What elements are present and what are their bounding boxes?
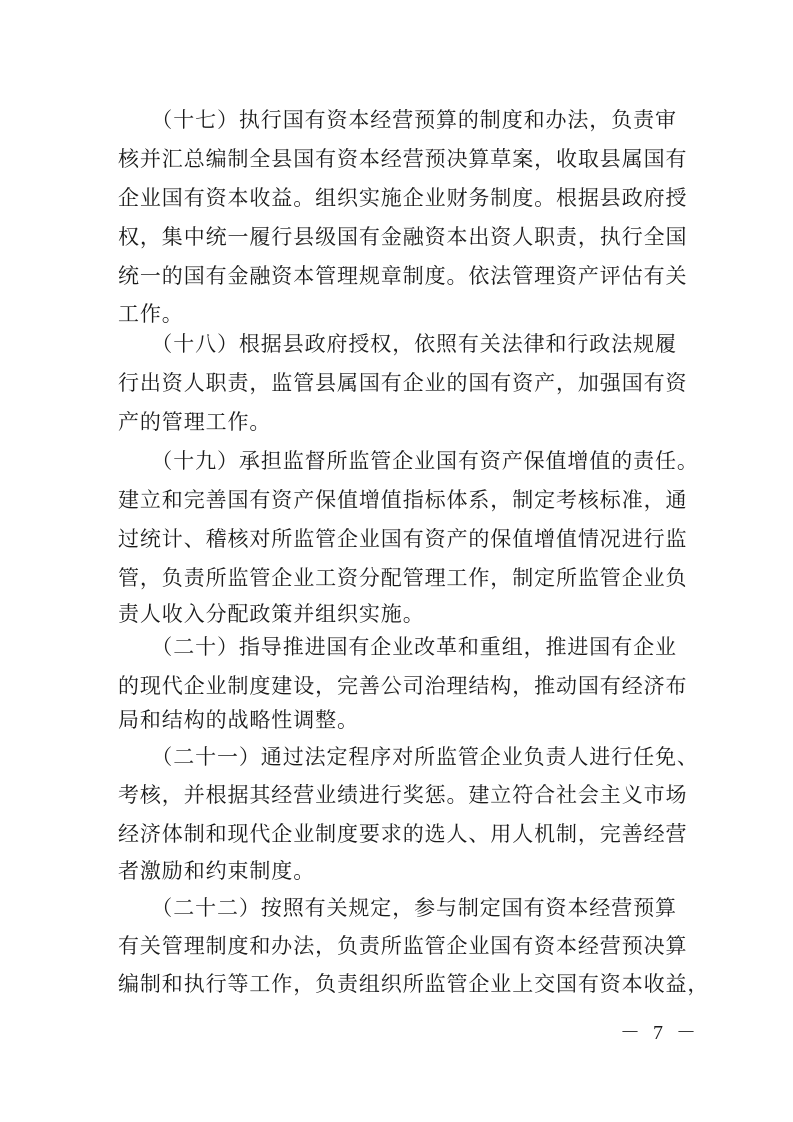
text-line: 产的管理工作。 <box>118 410 272 434</box>
text-line: （十九）承担监督所监管企业国有资产保值增值的责任。 <box>118 449 699 473</box>
text-line: 行出资人职责，监管县属国有企业的国有资产，加强国有资 <box>118 371 688 395</box>
text-line: 局和结构的战略性调整。 <box>118 708 359 732</box>
text-line: 统一的国有金融资本管理规章制度。依法管理资产评估有关 <box>118 264 688 288</box>
text-line: 过统计、稽核对所监管企业国有资产的保值增值情况进行监 <box>118 527 688 551</box>
text-line: 考核，并根据其经营业绩进行奖惩。建立符合社会主义市场 <box>118 783 688 807</box>
text-line: 编制和执行等工作，负责组织所监管企业上交国有资本收益， <box>118 972 710 996</box>
text-line: 建立和完善国有资产保值增值指标体系，制定考核标准，通 <box>118 488 688 512</box>
text-line: （十七）执行国有资本经营预算的制度和办法，负责审 <box>118 108 677 132</box>
text-line: 经济体制和现代企业制度要求的选人、用人机制，完善经营 <box>118 822 688 846</box>
text-line: （二十一）通过法定程序对所监管企业负责人进行任免、 <box>118 745 699 769</box>
text-line: 企业国有资本收益。组织实施企业财务制度。根据县政府授 <box>118 186 688 210</box>
text-line: （二十）指导推进国有企业改革和重组，推进国有企业 <box>118 635 677 659</box>
text-line: （十八）根据县政府授权，依照有关法律和行政法规履 <box>118 332 677 356</box>
text-line: 核并汇总编制全县国有资本经营预决算草案，收取县属国有 <box>118 147 688 171</box>
text-line: 者激励和约束制度。 <box>118 859 316 883</box>
text-line: 责人收入分配政策并组织实施。 <box>118 602 425 626</box>
page-number: － 7 － <box>620 1022 700 1044</box>
text-line: 的现代企业制度建设，完善公司治理结构，推动国有经济布 <box>118 674 688 698</box>
text-line: 工作。 <box>118 302 184 326</box>
text-line: 管，负责所监管企业工资分配管理工作，制定所监管企业负 <box>118 566 688 590</box>
text-line: （二十二）按照有关规定，参与制定国有资本经营预算 <box>118 896 677 920</box>
text-line: 权，集中统一履行县级国有金融资本出资人职责，执行全国 <box>118 225 688 249</box>
text-line: 有关管理制度和办法，负责所监管企业国有资本经营预决算 <box>118 934 688 958</box>
